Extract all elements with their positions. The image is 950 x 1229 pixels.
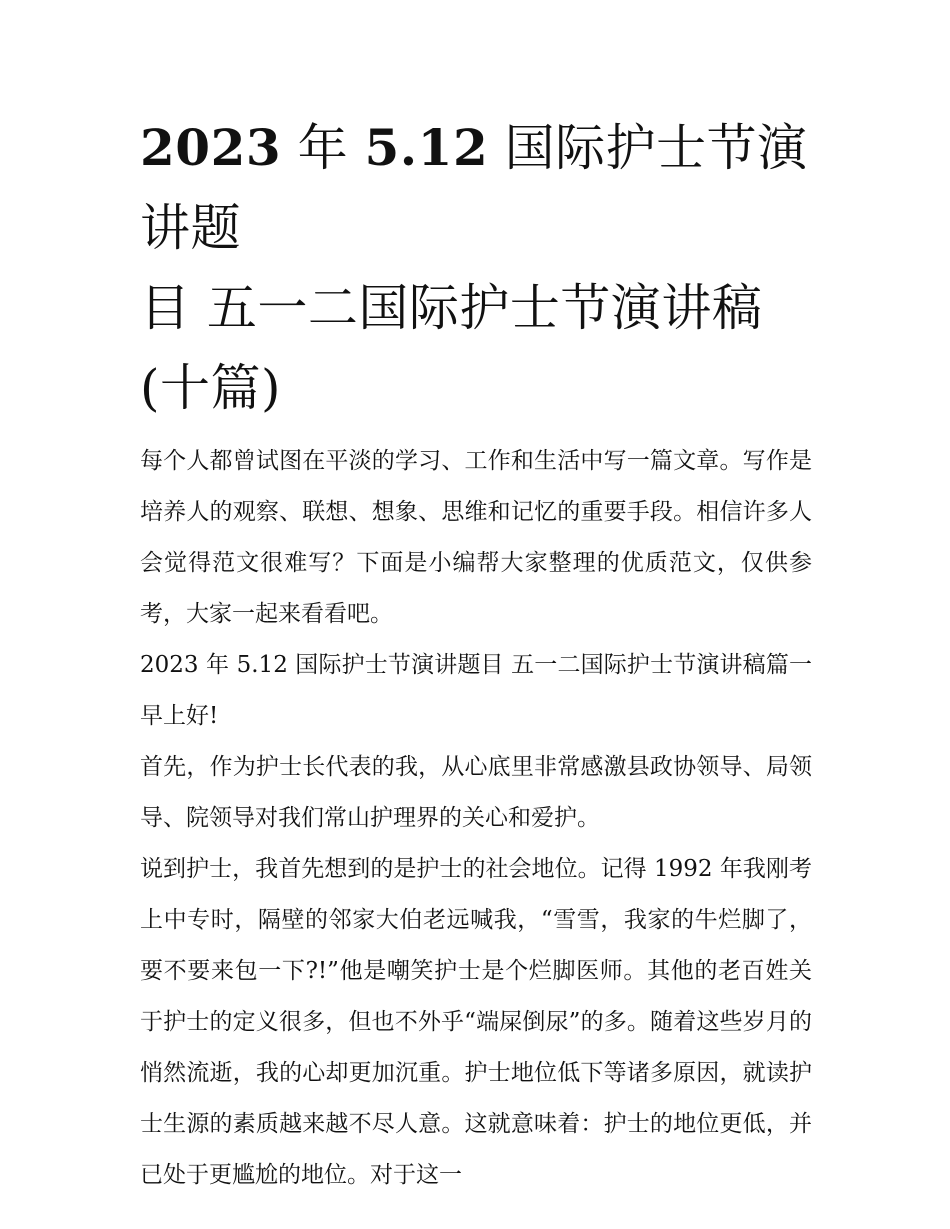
- section-heading-paragraph: 2023 年 5.12 国际护士节演讲题目 五一二国际护士节演讲稿篇一 早上好!: [140, 652, 812, 729]
- title-date: 5.12: [364, 118, 489, 177]
- title-line-1-text: 国际护士节演讲题: [140, 119, 808, 257]
- intro-paragraph: 每个人都曾试图在平淡的学习、工作和生活中写一篇文章。写作是培养人的观察、联想、想象、思维和记忆的重要手段。相信许多人会觉得范文很难写？下面是小编帮大家整理的优质范文，仅供参考，大家一起来看看吧。: [140, 448, 812, 627]
- title-line-2: 目 五一二国际护士节演讲稿: [140, 279, 763, 337]
- title-line-3: (十篇): [140, 359, 282, 417]
- body-paragraph-1: 首先，作为护士长代表的我，从心底里非常感激县政协领导、局领导、院领导对我们常山护理界的关心和爱护。: [140, 754, 812, 831]
- body-paragraph-2: 说到护士，我首先想到的是护士的社会地位。记得 1992 年我刚考上中专时，隔壁的邻家大伯老远喊我，“雪雪，我家的牛烂脚了，要不要来包一下?!”他是嘲笑护士是个烂脚医师。其他的老百姓关于护士的定义很多，但也不外乎“端屎倒尿”的多。随着这些岁月的悄然流逝，我的心却更加沉重。护士地位低下等诸多原因，就读护士生源的素质越来越不尽人意。这就意味着：护士的地位更低，并已处于更尴尬的地位。对于这一: [140, 856, 812, 1188]
- title-year: 2023: [140, 118, 282, 177]
- title-year-suffix: 年: [281, 119, 365, 177]
- document-title: [140, 108, 812, 428]
- title-line-1: [140, 119, 808, 257]
- document-page: [140, 108, 812, 1201]
